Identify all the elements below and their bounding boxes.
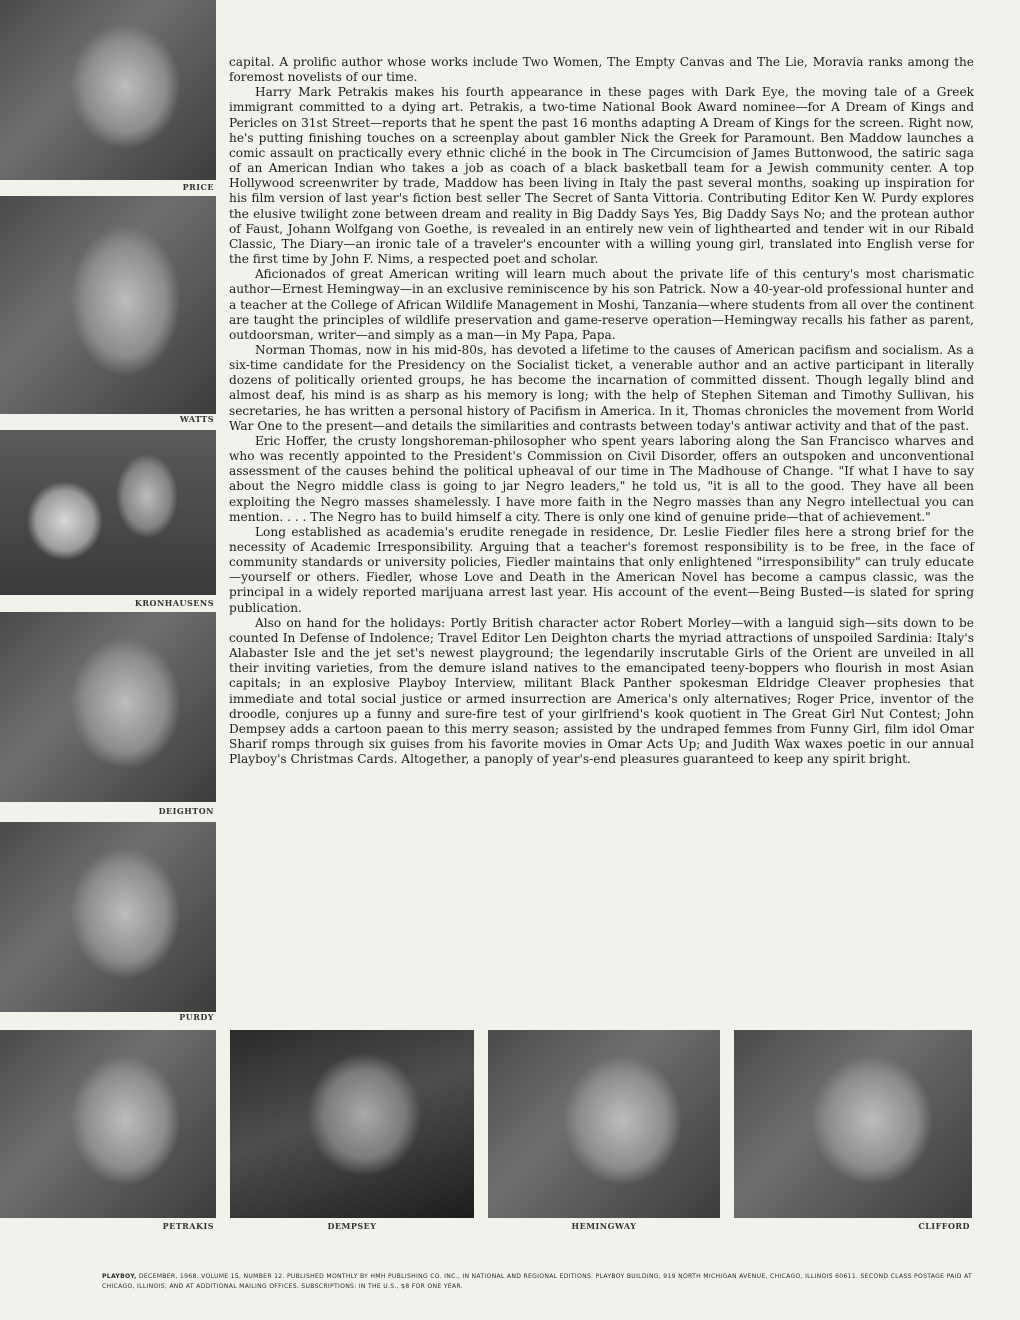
portrait-petrakis [0, 1030, 216, 1218]
caption-hemingway: HEMINGWAY [571, 1221, 637, 1231]
caption-dempsey: DEMPSEY [327, 1221, 377, 1231]
portrait-dempsey [230, 1030, 474, 1218]
caption-watts: WATTS [179, 414, 214, 424]
portrait-kronhausens [0, 430, 216, 595]
portrait-purdy [0, 822, 216, 1012]
paragraph: Aficionados of great American writing will learn much about the private life of this century's most charismatic author—Ernest Hemingway—in an exclusive reminiscence by his son Patrick. Now a 40-year-old professional hunter and a teacher at the College of African Wildlife Management in Moshi, Tanzania—where students from all over the continent are taught the principles of wildlife preservation and game-reserve operation—Hemingway recalls his father as parent, outdoorsman, writer—and simply as a man—in My Papa, Papa. [229, 267, 974, 342]
portrait-clifford [734, 1030, 972, 1218]
portrait-hemingway [488, 1030, 720, 1218]
portrait-deighton [0, 612, 216, 802]
caption-deighton: DEIGHTON [158, 806, 214, 816]
article-body [229, 55, 974, 767]
portrait-watts [0, 196, 216, 414]
paragraph: Also on hand for the holidays: Portly British character actor Robert Morley—with a languid sigh—sits down to be counted In Defense of Indolence; Travel Editor Len Deighton charts the myriad attractions of unspoiled Sardinia: Italy's Alabaster Isle and the jet set's newest playground; the legendarily inscrutable Girls of the Orient are unveiled in all their inviting varieties, from the demure island natives to the emancipated teeny-boppers who flourish in most Asian capitals; in an explosive Playboy Interview, militant Black Panther spokesman Eldridge Cleaver prophesies that immediate and total social justice or armed insurrection are America's only alternatives; Roger Price, inventor of the droodle, conjures up a funny and sure-fire test of your girlfriend's kook quotient in The Great Girl Nut Contest; John Dempsey adds a cartoon paean to this merry season; assisted by the undraped femmes from Funny Girl, film idol Omar Sharif romps through six guises from his favorite movies in Omar Acts Up; and Judith Wax waxes poetic in our annual Playboy's Christmas Cards. Altogether, a panoply of year's-end pleasures guaranteed to keep any spirit bright. [229, 615, 974, 767]
paragraph: Eric Hoffer, the crusty longshoreman-philosopher who spent years laboring along the San Francisco wharves and who was recently appointed to the President's Commission on Civil Disorder, offers an outspoken and unconventional assessment of the causes behind the political upheaval of our time in The Madhouse of Change. "If what I have to say about the Negro middle class is going to jar Negro leaders," he told us, "it is all to the good. They have all been exploiting the Negro masses shamelessly. I have more faith in the Negro masses than any Negro intellectual you can mention. . . . The Negro has to build himself a city. There is only one kind of genuine pride—that of achievement." [229, 433, 974, 524]
portrait-price [0, 0, 216, 180]
paragraph: capital. A prolific author whose works include Two Women, The Empty Canvas and The Lie, Moravia ranks among the foremost novelists of our time. [229, 55, 974, 85]
publication-info [102, 1272, 972, 1292]
caption-price: PRICE [182, 182, 214, 192]
footer-brand: PLAYBOY, [102, 1273, 137, 1280]
paragraph: Norman Thomas, now in his mid-80s, has devoted a lifetime to the causes of American pacifism and socialism. As a six-time candidate for the Presidency on the Socialist ticket, a venerable author and an active participant in literally dozens of politically oriented groups, he has become the incarnation of committed dissent. Though legally blind and almost deaf, his mind is as sharp as his memory is long; with the help of Stephen Siteman and Timothy Sullivan, his secretaries, he has written a personal history of Pacifism in America. In it, Thomas chronicles the movement from World War One to the present—and details the similarities and contrasts between today's antiwar activity and that of the past. [229, 342, 974, 433]
caption-purdy: PURDY [179, 1012, 214, 1022]
caption-clifford: CLIFFORD [918, 1221, 970, 1231]
footer-text: DECEMBER, 1968, VOLUME 15, NUMBER 12. PUBLISHED MONTHLY BY HMH PUBLISHING CO. INC., IN NATIONAL AND REGIONAL EDITIONS. PLAYBOY BUILDING, 919 NORTH MICHIGAN AVENUE, CHICAGO, ILLINOIS 60611. SECOND CLASS POSTAGE PAID AT CHICAGO, ILLINOIS, AND AT ADDITIONAL MAILING OFFICES. SUBSCRIPTIONS: IN THE U.S., $8 FOR ONE YEAR. [102, 1273, 972, 1290]
caption-kronhausens: KRONHAUSENS [134, 598, 214, 608]
paragraph: Harry Mark Petrakis makes his fourth appearance in these pages with Dark Eye, the moving tale of a Greek immigrant committed to a dying art. Petrakis, a two-time National Book Award nominee—for A Dream of Kings and Pericles on 31st Street—reports that he spent the past 16 months adapting A Dream of Kings for the screen. Right now, he's putting finishing touches on a screenplay about gambler Nick the Greek for Paramount. Ben Maddow launches a comic assault on practically every ethnic cliché in the book in The Circumcision of James Buttonwood, the satiric saga of an American Indian who takes a job as coach of a black basketball team for a Jewish community center. A top Hollywood screenwriter by trade, Maddow has been living in Italy the past several months, soaking up inspiration for his film version of last year's fiction best seller The Secret of Santa Vittoria. Contributing Editor Ken W. Purdy explores the elusive twilight zone between dream and reality in Big Daddy Says Yes, Big Daddy Says No; and the protean author of Faust, Johann Wolfgang von Goethe, is revealed in an entirely new vein of lighthearted and tender wit in our Ribald Classic, The Diary—an ironic tale of a traveler's encounter with a willing young girl, translated into English verse for the first time by John F. Nims, a respected poet and scholar. [229, 85, 974, 267]
paragraph: Long established as academia's erudite renegade in residence, Dr. Leslie Fiedler files here a strong brief for the necessity of Academic Irresponsibility. Arguing that a teacher's foremost responsibility is to be free, in the face of community standards or university policies, Fiedler maintains that only enlightened "irresponsibility" can truly educate—yourself or others. Fiedler, whose Love and Death in the American Novel has become a campus classic, was the principal in a widely reported marijuana arrest last year. His account of the event—Being Busted—is slated for spring publication. [229, 524, 974, 615]
caption-petrakis: PETRAKIS [162, 1221, 214, 1231]
